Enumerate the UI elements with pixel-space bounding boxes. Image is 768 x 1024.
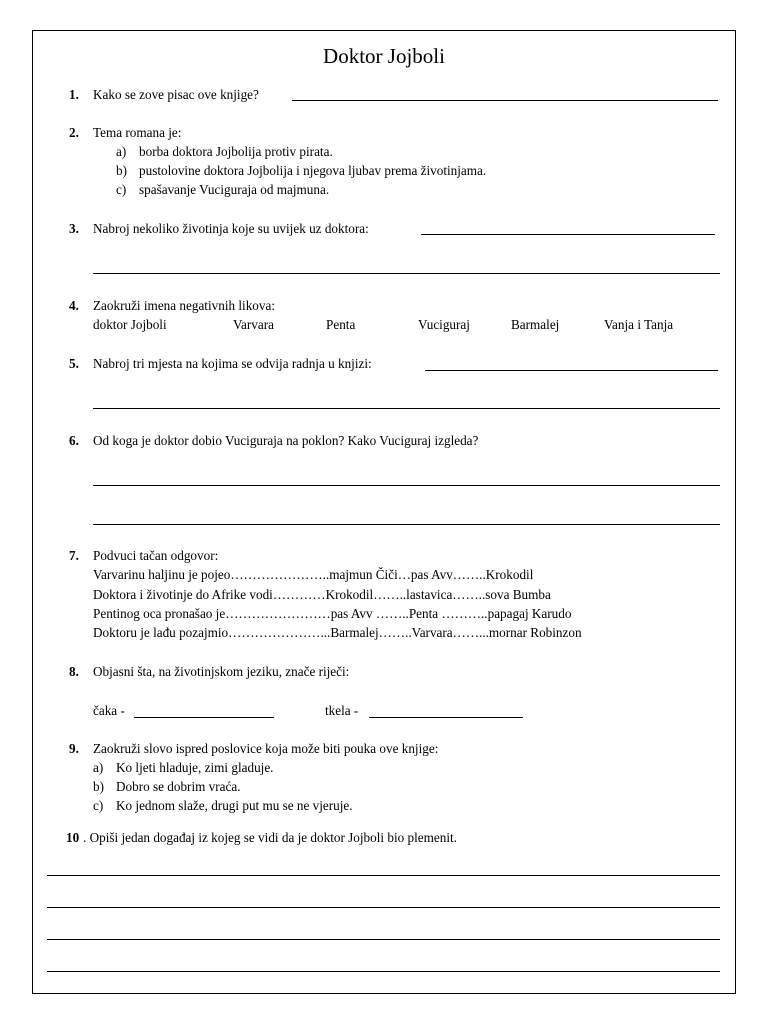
answer-line[interactable]: [93, 408, 720, 409]
answer-line[interactable]: [93, 273, 720, 274]
question-number: 8.: [69, 664, 79, 679]
answer-row[interactable]: Varvarinu haljinu je pojeo…………………..majmun Čiči…pas Avv……..Krokodil: [93, 567, 534, 582]
option-text: spašavanje Vuciguraja od majmuna.: [139, 182, 330, 197]
option-text: pustolovine doktora Jojbolija i njegova ljubav prema životinjama.: [139, 163, 487, 178]
answer-line[interactable]: [47, 875, 720, 876]
answer-row[interactable]: Pentinog oca pronašao je……………………pas Avv ……..Penta ………..papagaj Karudo: [93, 606, 572, 621]
question-number: 5.: [69, 356, 79, 371]
option-letter[interactable]: c): [93, 798, 104, 813]
option-letter[interactable]: b): [93, 779, 104, 794]
question-number: 3.: [69, 221, 79, 236]
question-text: Tema romana je:: [93, 125, 182, 140]
answer-row[interactable]: Doktora i životinje do Afrike vodi…………Krokodil……..lastavica……..sova Bumba: [93, 587, 551, 602]
question-number: 1.: [69, 87, 79, 102]
question-text: Kako se zove pisac ove knjige?: [93, 87, 259, 102]
answer-line[interactable]: [369, 717, 523, 718]
question-number: 2.: [69, 125, 79, 140]
answer-line[interactable]: [421, 234, 715, 235]
answer-line[interactable]: [47, 971, 720, 972]
character-name[interactable]: Vuciguraj: [418, 317, 470, 332]
worksheet-title: Doktor Jojboli: [323, 44, 445, 68]
option-letter: c): [116, 182, 127, 197]
option-letter: b): [116, 163, 127, 178]
answer-line[interactable]: [425, 370, 718, 371]
option-text: Dobro se dobrim vraća.: [116, 779, 241, 794]
question-text: Nabroj nekoliko životinja koje su uvijek uz doktora:: [93, 221, 369, 236]
question-text: Podvuci tačan odgovor:: [93, 548, 219, 563]
answer-line[interactable]: [47, 907, 720, 908]
option-text: Ko jednom slaže, drugi put mu se ne vjeruje.: [116, 798, 353, 813]
question-number: 4.: [69, 298, 79, 313]
question-text: Objasni šta, na životinjskom jeziku, znače riječi:: [93, 664, 350, 679]
character-name[interactable]: doktor Jojboli: [93, 317, 167, 332]
answer-line[interactable]: [93, 524, 720, 525]
character-name[interactable]: Varvara: [233, 317, 274, 332]
option-letter: a): [116, 144, 127, 159]
question-text: . Opiši jedan događaj iz kojeg se vidi da je doktor Jojboli bio plemenit.: [83, 830, 457, 845]
question-text: Zaokruži imena negativnih likova:: [93, 298, 276, 313]
answer-line[interactable]: [292, 100, 718, 101]
character-name[interactable]: Penta: [326, 317, 356, 332]
question-text: Nabroj tri mjesta na kojima se odvija radnja u knjizi:: [93, 356, 372, 371]
question-number: 6.: [69, 433, 79, 448]
option-text: borba doktora Jojbolija protiv pirata.: [139, 144, 333, 159]
answer-row[interactable]: Doktoru je lađu pozajmio…………………...Barmalej……..Varvara……...mornar Robinzon: [93, 625, 582, 640]
question-number: 9.: [69, 741, 79, 756]
answer-line[interactable]: [93, 485, 720, 486]
question-number: 7.: [69, 548, 79, 563]
answer-line[interactable]: [47, 939, 720, 940]
question-text: Od koga je doktor dobio Vuciguraja na poklon? Kako Vuciguraj izgleda?: [93, 433, 479, 448]
question-number: 10: [66, 830, 80, 845]
character-name[interactable]: Vanja i Tanja: [604, 317, 674, 332]
option-text: Ko ljeti hladuje, zimi gladuje.: [116, 760, 274, 775]
character-name[interactable]: Barmalej: [511, 317, 560, 332]
answer-line[interactable]: [134, 717, 274, 718]
option-letter[interactable]: a): [93, 760, 104, 775]
question-text: Zaokruži slovo ispred poslovice koja može biti pouka ove knjige:: [93, 741, 439, 756]
word-label: čaka -: [93, 703, 125, 718]
word-label: tkela -: [325, 703, 359, 718]
